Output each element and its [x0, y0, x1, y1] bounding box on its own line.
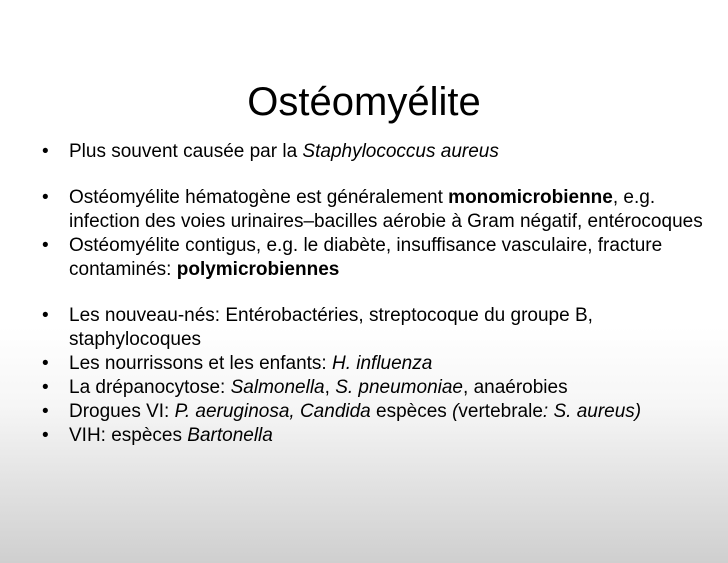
bullet-text: Ostéomyélite hématogène est généralement [69, 187, 449, 208]
slide-title: Ostéomyélite [247, 80, 481, 124]
bullet-text-italic: Staphylococcus aureus [302, 141, 499, 162]
bullet-item [40, 234, 710, 282]
bullet-text-italic: P. aeruginosa, Candida [174, 401, 371, 422]
bullet-text: Les nouveau-nés: Entérobactéries, streptocoque du groupe B, staphylocoques [69, 305, 593, 350]
bullet-text-italic: Bartonella [187, 425, 273, 446]
bullet-dot-icon: • [42, 401, 49, 422]
bullet-text: espèces [370, 401, 453, 422]
bullet-text-bold: monomicrobienne [448, 187, 613, 208]
bullet-text-italic: : S. aureus) [542, 401, 642, 422]
bullet-text: , anaérobies [463, 377, 568, 398]
bullet-dot-icon: • [42, 353, 49, 374]
bullet-text: vertebrale [458, 401, 543, 422]
bullet-text-italic: S. pneumoniae [335, 377, 464, 398]
bullet-item [40, 400, 710, 424]
bullet-text-italic: Salmonella [230, 377, 325, 398]
bullet-item [40, 376, 710, 400]
bullet-item [40, 186, 710, 234]
bullet-dot-icon: • [42, 235, 49, 256]
bullet-dot-icon: • [42, 425, 49, 446]
bullet-dot-icon: • [42, 141, 49, 162]
bullet-text: , [324, 377, 336, 398]
bullet-text: VIH: espèces [69, 425, 188, 446]
bullet-text: , e.g. infection des voies urinaires–bacilles aérobie à Gram négatif, entérocoques [69, 187, 703, 232]
bullet-dot-icon: • [42, 305, 49, 326]
bullet-item [40, 424, 710, 448]
bullet-text: Drogues VI: [69, 401, 175, 422]
bullet-dot-icon: • [42, 187, 49, 208]
bullet-text-italic: H. influenza [331, 353, 433, 374]
bullet-text-italic: ( [452, 401, 459, 422]
bullet-list [40, 140, 710, 448]
bullet-item [40, 352, 710, 376]
bullet-text: Les nourrissons et les enfants: [69, 353, 332, 374]
bullet-text: Plus souvent causée par la [69, 141, 303, 162]
bullet-item [40, 140, 710, 164]
bullet-text-bold: polymicrobiennes [176, 259, 340, 280]
bullet-text: La drépanocytose: [69, 377, 231, 398]
bullet-dot-icon: • [42, 377, 49, 398]
bullet-item [40, 304, 710, 352]
bullet-text: Ostéomyélite contigus, e.g. le diabète, insuffisance vasculaire, fracture contaminés: [69, 235, 663, 280]
